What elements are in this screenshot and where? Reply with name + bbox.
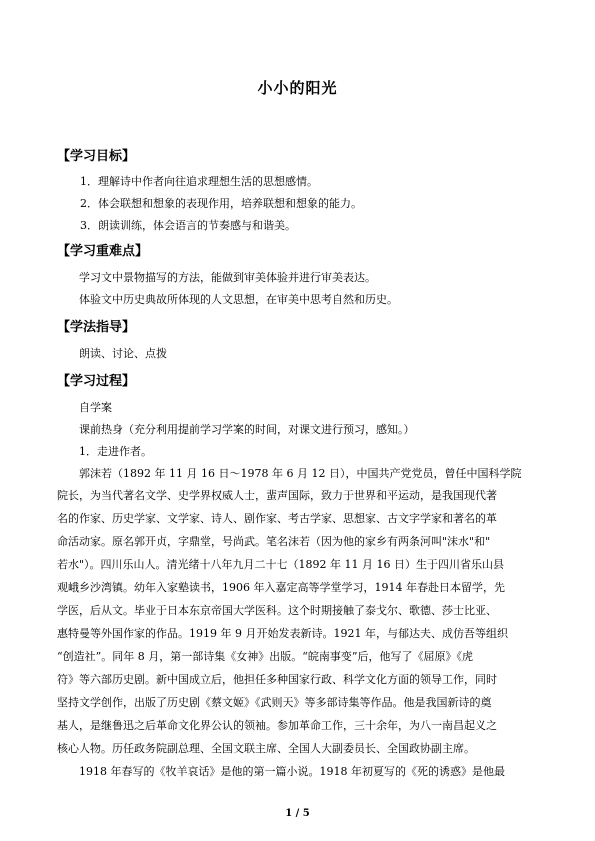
keypoint-item: 学习文中景物描写的方法，能做到审美体验并进行审美表达。 bbox=[79, 271, 376, 284]
goal-item: 1．理解诗中作者向往追求理想生活的思想感情。 bbox=[80, 175, 318, 188]
process-line: 基人，是继鲁迅之后革命文化界公认的领袖。参加革命工作，三十余年，为八一南昌起义之 bbox=[57, 719, 497, 732]
process-line: 命活动家。原名郭开贞，字鼎堂，号尚武。笔名沫若（因为他的家乡有两条河叫"沫水"和" bbox=[57, 535, 491, 548]
section-heading-keypoints: 【学习重难点】 bbox=[57, 244, 149, 259]
process-line: “创造社”。同年 8 月，第一部诗集《女神》出版。“皖南事变”后，他写了《屈原》《虎 bbox=[57, 650, 473, 663]
process-line: 院长，为当代著名文学、史学界权威人士，蜚声国际，致力于世界和平运动，是我国现代著 bbox=[57, 489, 497, 502]
process-line: 坚持文学创作，出版了历史剧《蔡文姬》《武则天》等多部诗集等作品。他是我国新诗的奠 bbox=[57, 696, 492, 709]
process-line: 1918 年春写的《牧羊哀话》是他的第一篇小说。1918 年初夏写的《死的诱惑》是他最 bbox=[79, 765, 505, 778]
goal-item: 2．体会联想和想象的表现作用，培养联想和想象的能力。 bbox=[80, 197, 362, 210]
process-line: 自学案 bbox=[79, 401, 112, 414]
section-heading-goals: 【学习目标】 bbox=[57, 149, 136, 164]
process-line: 惠特曼等外国作家的作品。1919 年 9 月开始发表新诗。1921 年，与郁达夫、成仿吾等组织 bbox=[57, 627, 508, 640]
process-line: 郭沫若（1892 年 11 月 16 日～1978 年 6 月 12 日），中国共产党党员，曾任中国科学院 bbox=[79, 467, 522, 480]
process-line: 学医，后从文。毕业于日本东京帝国大学医科。这个时期接触了泰戈尔、歌德、莎士比亚、 bbox=[57, 604, 497, 617]
process-line: 1．走进作者。 bbox=[79, 445, 152, 458]
process-line: 名的作家、历史学家、文学家、诗人、剧作家、考古学家、思想家、古文字学家和著名的革 bbox=[57, 512, 497, 525]
keypoint-item: 体验文中历史典故所体现的人文思想，在审美中思考自然和历史。 bbox=[79, 293, 398, 306]
section-heading-method: 【学法指导】 bbox=[57, 320, 136, 335]
process-line: 观峨乡沙湾镇。幼年入家塾读书，1906 年入嘉定高等学堂学习，1914 年春赴日本留学，先 bbox=[57, 581, 505, 594]
section-heading-process: 【学习过程】 bbox=[57, 374, 136, 389]
document-title: 小小的阳光 bbox=[257, 79, 338, 97]
process-line: 课前热身（充分利用提前学习学案的时间，对课文进行预习，感知。） bbox=[79, 423, 415, 436]
method-text: 朗读、讨论、点拨 bbox=[79, 347, 167, 360]
process-line: 若水"）。四川乐山人。清光绪十八年九月二十七（1892 年 11 月 16 日）生于四川省乐山县 bbox=[57, 558, 505, 571]
goal-item: 3．朗读训练，体会语言的节奏感与和谐美。 bbox=[80, 219, 296, 232]
page-number: 1 / 5 bbox=[285, 808, 310, 819]
process-line: 核心人物。历任政务院副总理、全国文联主席、全国人大副委员长、全国政协副主席。 bbox=[57, 742, 475, 755]
process-line: 符》等六部历史剧。新中国成立后，他担任多种国家行政、科学文化方面的领导工作，同时 bbox=[57, 673, 497, 686]
